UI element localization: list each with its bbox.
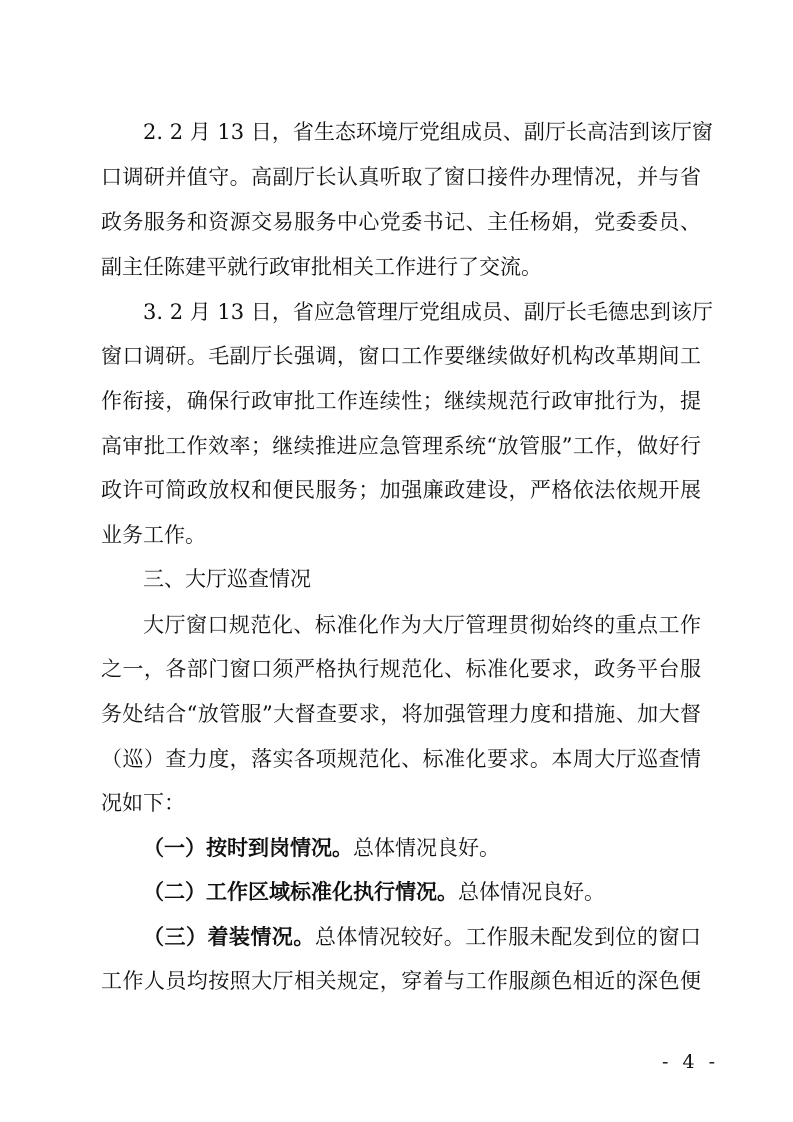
item3-line-1: 3. 2 月 13 日，省应急管理厅党组成员、副厅长毛德忠到该厅 (143, 300, 713, 324)
subsection-2-label: （二）工作区域标准化执行情况。 (143, 879, 458, 904)
subsection-3-label: （三）着装情况。 (143, 924, 315, 949)
item3-line-6: 业务工作。 (101, 523, 206, 547)
page-number: - 4 - (661, 1051, 719, 1073)
subsection-3 (143, 922, 701, 952)
section3-line-5: 况如下： (101, 791, 185, 815)
item3-line-5: 政许可简政放权和便民服务；加强廉政建设，严格依法依规开展 (101, 478, 701, 502)
section3-line-1: 大厅窗口规范化、标准化作为大厅管理贯彻始终的重点工作 (143, 613, 701, 637)
item3-line-2: 窗口调研。毛副厅长强调，窗口工作要继续做好机构改革期间工 (101, 344, 701, 368)
section3-line-2: 之一，各部门窗口须严格执行规范化、标准化要求，政务平台服 (101, 657, 701, 681)
subsection-3-text: 总体情况较好。工作服未配发到位的窗口 (314, 925, 702, 949)
subsection-1 (143, 833, 701, 863)
item3-line-4: 高审批工作效率；继续推进应急管理系统“放管服”工作，做好行 (101, 434, 701, 458)
subsection-1-label: （一）按时到岗情况。 (143, 835, 353, 860)
item2-line-2: 口调研并值守。高副厅长认真听取了窗口接件办理情况，并与省 (101, 165, 701, 189)
subsection-2 (143, 877, 701, 907)
subsection-1-text: 总体情况良好。 (353, 836, 500, 860)
section3-line-4: （巡）查力度，落实各项规范化、标准化要求。本周大厅巡查情 (101, 747, 701, 771)
section3-line-3: 务处结合“放管服”大督查要求，将加强管理力度和措施、加大督 (101, 702, 701, 726)
subsection-3-continuation: 工作人员均按照大厅相关规定，穿着与工作服颜色相近的深色便 (101, 969, 701, 993)
item2-line-4: 副主任陈建平就行政审批相关工作进行了交流。 (101, 255, 542, 279)
item3-line-3: 作衔接，确保行政审批工作连续性；继续规范行政审批行为，提 (101, 389, 701, 413)
item2-line-1: 2. 2 月 13 日，省生态环境厅党组成员、副厅长高洁到该厅窗 (143, 120, 713, 144)
section-heading: 三、大厅巡查情况 (143, 567, 311, 591)
item2-line-3: 政务服务和资源交易服务中心党委书记、主任杨娟，党委委员、 (101, 210, 701, 234)
subsection-2-text: 总体情况良好。 (458, 880, 605, 904)
